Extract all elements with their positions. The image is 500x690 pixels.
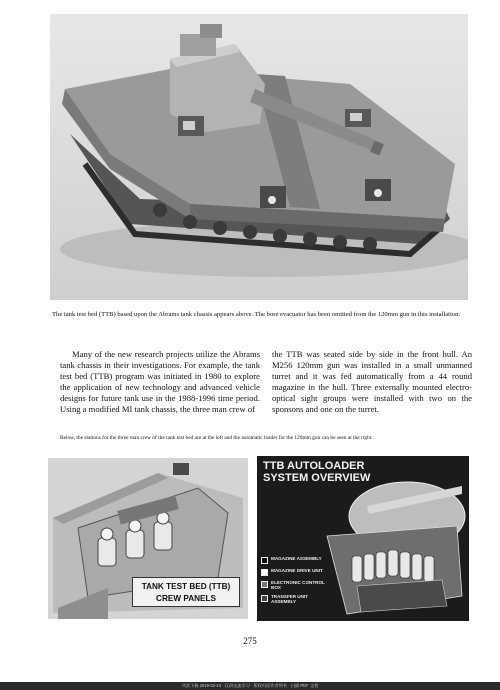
crew-panels-figure: [48, 458, 248, 619]
legend-swatch: [261, 557, 268, 564]
autoloader-figure: [257, 456, 469, 621]
crew-panels-label-line2: CREW PANELS: [156, 594, 216, 603]
footer-watermark: 风雷下载 2019-02-13 · 仅供交流学习 · 版权归原作者所有 · 扫描 PDF 文档: [0, 682, 500, 690]
autoloader-legend: [261, 556, 331, 608]
body-right-column: the TTB was seated side by side in the front hull. An M256 120mm gun was installed in a small unmanned turret and it was fed automatically from a 44 round magazine in the hull. Three externally mounted electro-optical sight groups were installed with two on the sponsons and one on the turret.: [272, 349, 472, 414]
legend-item: [261, 556, 331, 564]
tank-illustration: [50, 14, 468, 300]
legend-swatch: [261, 569, 268, 576]
autoloader-title: [263, 460, 370, 484]
legend-label: MAGAZINE DRIVE UNIT: [271, 568, 323, 573]
crew-panels-label: [132, 577, 240, 607]
autoloader-title-line2: SYSTEM OVERVIEW: [263, 472, 371, 484]
middle-caption: Below, the stations for the three man crew of the tank test bed are at the left and the automatic loader for the 120mm gun can be seen at the right.: [60, 435, 373, 441]
top-photo-caption: The tank test bed (TTB) based upon the Abrams tank chassis appears above. The bore evacuator has been omitted from the 120mm gun in this installation.: [52, 311, 461, 318]
legend-label: TRANSFER UNIT ASSEMBLY: [271, 594, 309, 604]
legend-swatch: [261, 581, 268, 588]
ttb-tank-photo: [50, 14, 468, 300]
crew-panels-label-line1: TANK TEST BED (TTB): [141, 582, 231, 591]
legend-item: [261, 594, 331, 604]
body-left-column: Many of the new research projects utilize the Abrams tank chassis in their investigations. For example, the tank test bed (TTB) program was initiated in 1980 to explore the application of new technology and advanced vehicle designs for future tank use in the 1988-1996 time period. Using a modified MI tank chassis, the three man crew of: [60, 349, 260, 414]
autoloader-title-line1: TTB AUTOLOADER: [263, 460, 365, 472]
body-text: [60, 349, 472, 415]
legend-label: MAGAZINE ASSEMBLY: [271, 556, 322, 561]
legend-item: [261, 580, 331, 590]
legend-swatch: [261, 595, 268, 602]
legend-label: ELECTRONIC CONTROL BOX: [271, 580, 325, 590]
page-number: 275: [243, 636, 257, 646]
legend-item: [261, 568, 331, 576]
